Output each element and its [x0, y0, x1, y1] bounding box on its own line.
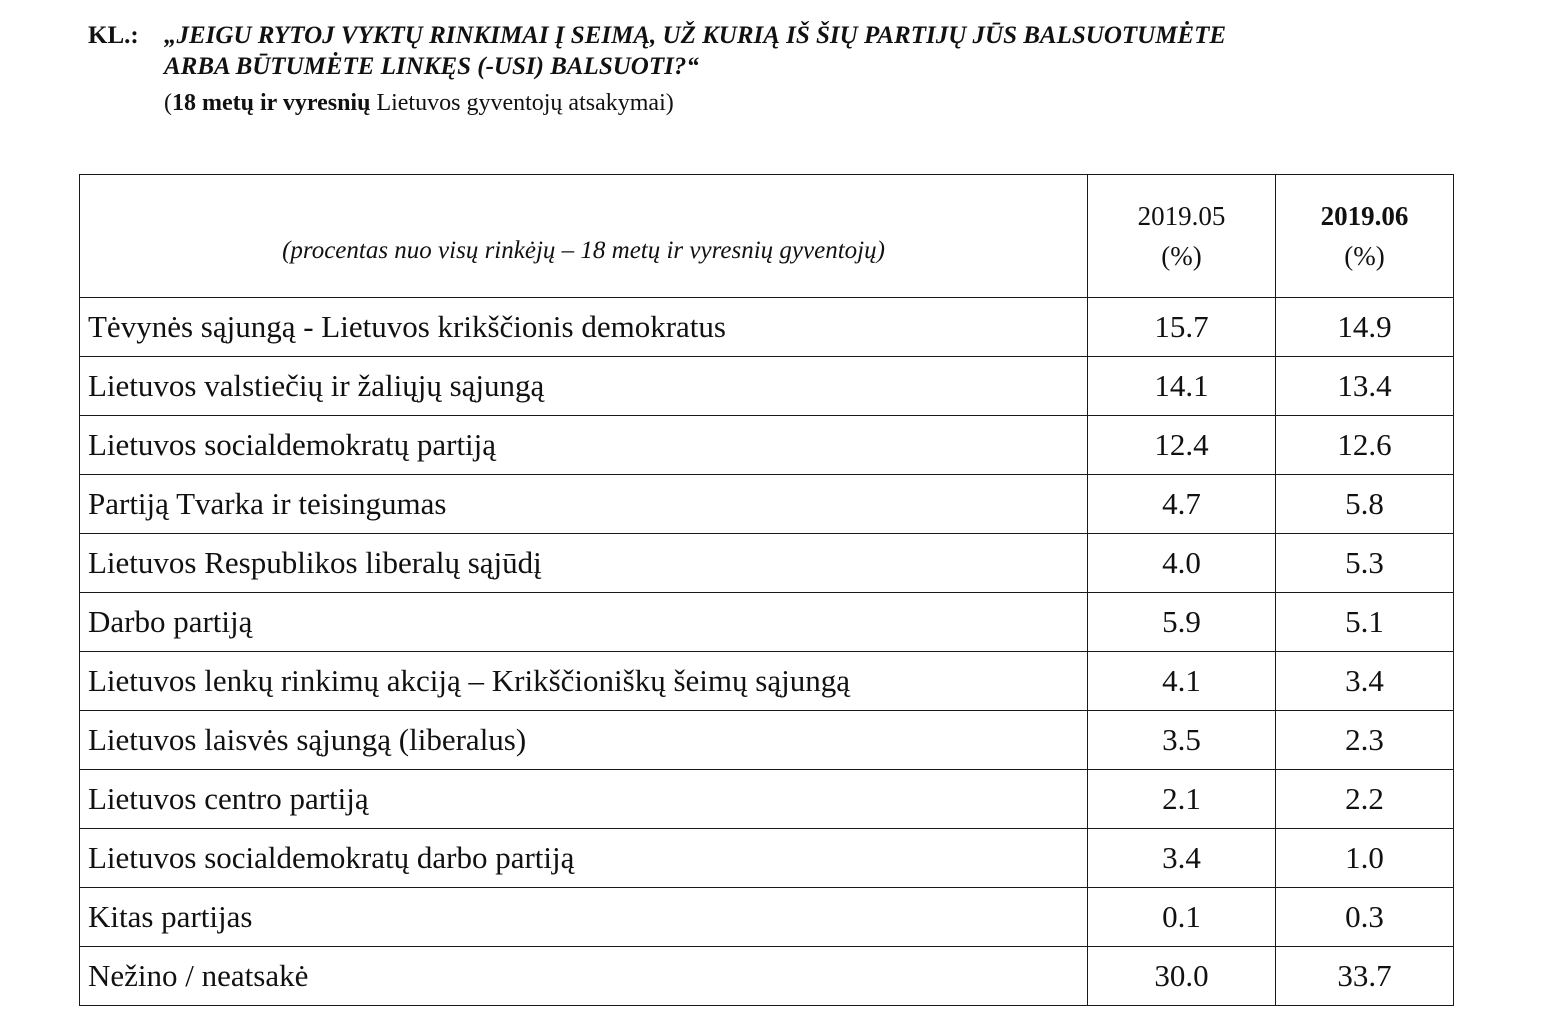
results-table — [79, 174, 1454, 1006]
table-row — [80, 593, 1454, 652]
question-row — [88, 20, 1488, 82]
value-2019-06-cell: 13.4 — [1276, 357, 1454, 416]
value-2019-05-cell: 4.1 — [1088, 652, 1276, 711]
subtitle-rest: Lietuvos gyventojų atsakymai) — [370, 90, 674, 116]
value-2019-06-cell: 0.3 — [1276, 888, 1454, 947]
value-2019-06-cell: 12.6 — [1276, 416, 1454, 475]
column-unit: (%) — [1344, 241, 1385, 271]
question-text: „JEIGU RYTOJ VYKTŲ RINKIMAI Į SEIMĄ, UŽ KURIĄ IŠ ŠIŲ PARTIJŲ JŪS BALSUOTUMĖTE ARBA BŪTUMĖTE LINKĘS (-USI) BALSUOTI?“ — [164, 22, 1227, 80]
value-2019-05-cell: 3.4 — [1088, 829, 1276, 888]
value-2019-05-cell: 2.1 — [1088, 770, 1276, 829]
table-body — [80, 298, 1454, 1006]
table-row — [80, 534, 1454, 593]
party-name-cell: Darbo partiją — [80, 593, 1088, 652]
party-name-cell: Lietuvos socialdemokratų darbo partiją — [80, 829, 1088, 888]
question-label: KL.: — [88, 22, 139, 49]
party-name-cell: Tėvynės sąjungą - Lietuvos krikščionis demokratus — [80, 298, 1088, 357]
value-2019-05-cell: 5.9 — [1088, 593, 1276, 652]
value-2019-05-cell: 4.0 — [1088, 534, 1276, 593]
question-header — [88, 20, 1488, 118]
header-description: (procentas nuo visų rinkėjų – 18 metų ir vyresnių gyventojų) — [80, 175, 1088, 298]
value-2019-06-cell: 5.3 — [1276, 534, 1454, 593]
party-name-cell: Lietuvos centro partiją — [80, 770, 1088, 829]
value-2019-06-cell: 33.7 — [1276, 947, 1454, 1006]
table-row — [80, 829, 1454, 888]
column-header-2019-06 — [1276, 175, 1454, 298]
party-name-cell: Kitas partijas — [80, 888, 1088, 947]
value-2019-05-cell: 15.7 — [1088, 298, 1276, 357]
column-header-2019-05 — [1088, 175, 1276, 298]
question-subtitle — [164, 88, 1488, 118]
party-name-cell: Lietuvos Respublikos liberalų sąjūdį — [80, 534, 1088, 593]
value-2019-06-cell: 1.0 — [1276, 829, 1454, 888]
party-name-cell: Lietuvos lenkų rinkimų akciją – Krikščioniškų šeimų sąjungą — [80, 652, 1088, 711]
table-row — [80, 298, 1454, 357]
table-row — [80, 357, 1454, 416]
column-period: 2019.06 — [1320, 201, 1409, 231]
party-name-cell: Nežino / neatsakė — [80, 947, 1088, 1006]
value-2019-05-cell: 12.4 — [1088, 416, 1276, 475]
party-name-cell: Lietuvos laisvės sąjungą (liberalus) — [80, 711, 1088, 770]
party-name-cell: Lietuvos valstiečių ir žaliųjų sąjungą — [80, 357, 1088, 416]
value-2019-05-cell: 0.1 — [1088, 888, 1276, 947]
table-row — [80, 711, 1454, 770]
value-2019-06-cell: 5.1 — [1276, 593, 1454, 652]
column-period: 2019.05 — [1137, 201, 1226, 231]
subtitle-bold: 18 metų ir vyresnių — [172, 90, 371, 116]
table-header-row — [80, 175, 1454, 298]
value-2019-06-cell: 2.2 — [1276, 770, 1454, 829]
value-2019-05-cell: 30.0 — [1088, 947, 1276, 1006]
table-row — [80, 416, 1454, 475]
party-name-cell: Partiją Tvarka ir teisingumas — [80, 475, 1088, 534]
table-row — [80, 475, 1454, 534]
value-2019-05-cell: 14.1 — [1088, 357, 1276, 416]
table-row — [80, 888, 1454, 947]
table-row — [80, 770, 1454, 829]
value-2019-06-cell: 14.9 — [1276, 298, 1454, 357]
party-name-cell: Lietuvos socialdemokratų partiją — [80, 416, 1088, 475]
value-2019-06-cell: 2.3 — [1276, 711, 1454, 770]
table-row — [80, 947, 1454, 1006]
value-2019-05-cell: 4.7 — [1088, 475, 1276, 534]
value-2019-05-cell: 3.5 — [1088, 711, 1276, 770]
column-unit: (%) — [1161, 241, 1202, 271]
value-2019-06-cell: 3.4 — [1276, 652, 1454, 711]
subtitle-open-paren: ( — [164, 90, 172, 116]
value-2019-06-cell: 5.8 — [1276, 475, 1454, 534]
table-row — [80, 652, 1454, 711]
